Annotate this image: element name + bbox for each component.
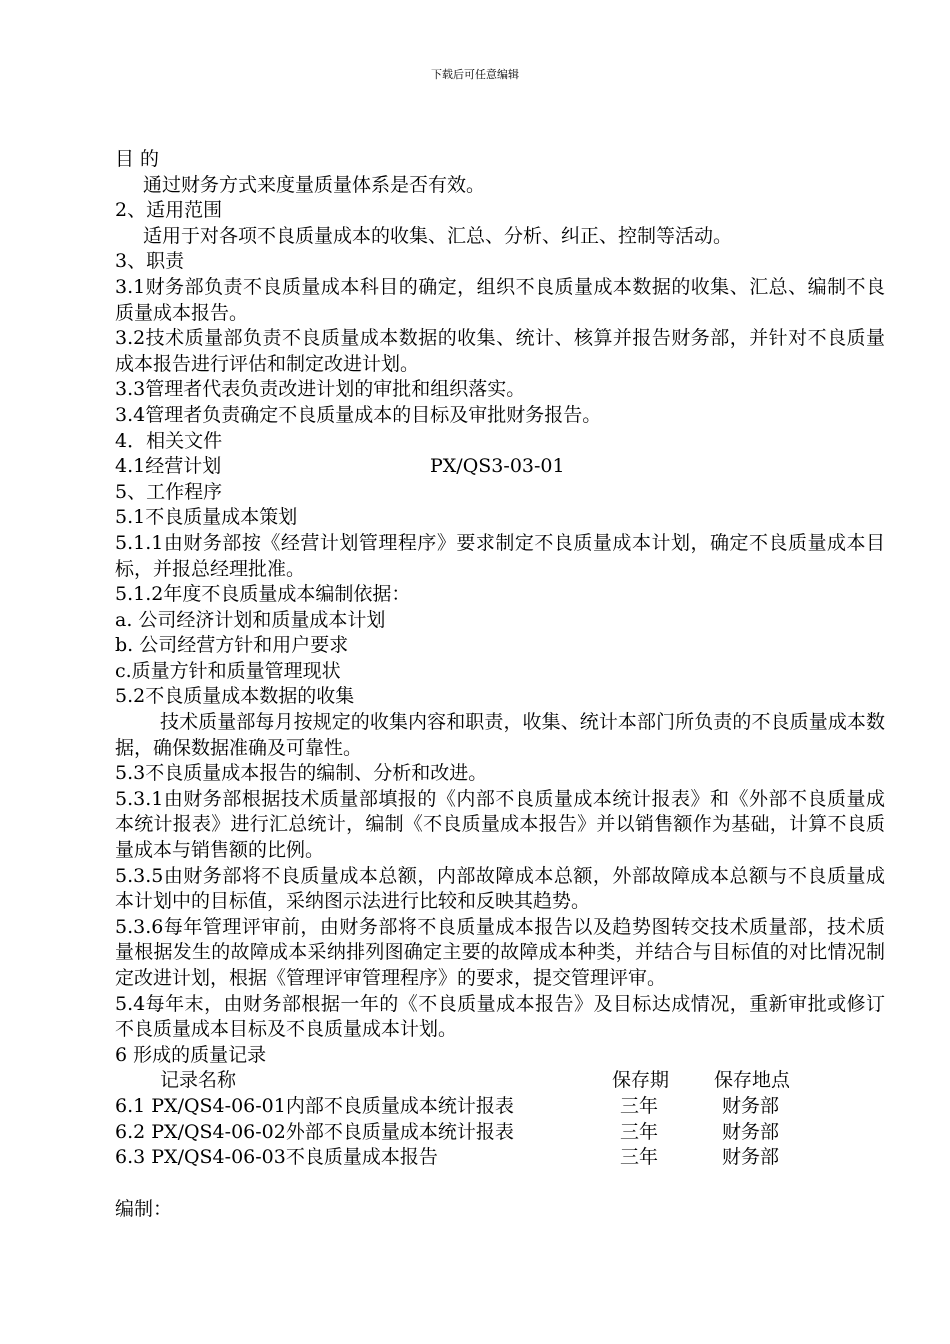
duty-3-4: 3.4管理者负责确定不良质量成本的目标及审批财务报告。 xyxy=(115,403,602,426)
records-header-row xyxy=(115,1068,885,1094)
record-location: 财务部 xyxy=(722,1120,780,1143)
section-duties-heading: 3、职责 xyxy=(115,250,185,273)
duty-3-1: 3.1财务部负责不良质量成本科目的确定，组织不良质量成本数据的收集、汇总、编制不良质量成本报告。 xyxy=(115,275,885,324)
procedure-5-3-6: 5.3.6每年管理评审前，由财务部将不良质量成本报告以及趋势图转交技术质量部，技术质量根据发生的故障成本采纳排列图确定主要的故障成本种类，并结合与目标值的对比情况制定改进计划，根据《管理评审管理程序》的要求，提交管理评审。 xyxy=(115,915,885,989)
document-body xyxy=(115,147,885,1222)
procedure-5-2-heading: 5.2不良质量成本数据的收集 xyxy=(115,685,355,708)
related-doc-4-1 xyxy=(115,454,885,480)
record-period: 三年 xyxy=(620,1094,659,1117)
records-row xyxy=(115,1120,885,1146)
procedure-5-1-1: 5.1.1由财务部按《经营计划管理程序》要求制定不良质量成本计划，确定不良质量成本目标，并报总经理批准。 xyxy=(115,531,885,580)
purpose-text: 通过财务方式来度量质量体系是否有效。 xyxy=(143,173,486,196)
section-scope-heading: 2、适用范围 xyxy=(115,199,223,222)
record-period: 三年 xyxy=(620,1120,659,1143)
record-period: 三年 xyxy=(620,1146,659,1169)
records-col-location: 保存地点 xyxy=(714,1069,791,1092)
section-related-docs-heading: 4．相关文件 xyxy=(115,429,223,452)
record-name: 6.3 PX/QS4-06-03不良质量成本报告 xyxy=(115,1146,438,1169)
procedure-5-1-heading: 5.1不良质量成本策划 xyxy=(115,506,298,529)
related-doc-name: 4.1经营计划 xyxy=(115,455,222,478)
duty-3-2: 3.2技术质量部负责不良质量成本数据的收集、统计、核算并报告财务部，并针对不良质量成本报告进行评估和制定改进计划。 xyxy=(115,327,885,375)
basis-item-a: a. 公司经济计划和质量成本计划 xyxy=(115,608,386,631)
related-doc-code: PX/QS3-03-01 xyxy=(430,455,565,478)
records-col-name: 记录名称 xyxy=(160,1069,237,1092)
scope-text: 适用于对各项不良质量成本的收集、汇总、分析、纠正、控制等活动。 xyxy=(143,224,733,247)
basis-item-c: c.质量方针和质量管理现状 xyxy=(115,659,341,682)
record-location: 财务部 xyxy=(722,1094,780,1117)
spacer xyxy=(115,1171,885,1197)
basis-item-b: b. 公司经营方针和用户要求 xyxy=(115,634,349,657)
procedure-5-3-heading: 5.3不良质量成本报告的编制、分析和改进。 xyxy=(115,762,488,785)
records-col-period: 保存期 xyxy=(612,1069,670,1092)
record-location: 财务部 xyxy=(722,1146,780,1169)
section-procedure-heading: 5、工作程序 xyxy=(115,480,223,503)
record-name: 6.1 PX/QS4-06-01内部不良质量成本统计报表 xyxy=(115,1094,514,1117)
records-row xyxy=(115,1145,885,1171)
records-row xyxy=(115,1094,885,1120)
section-records-heading: 6 形成的质量记录 xyxy=(115,1043,267,1066)
procedure-5-1-2: 5.1.2年度不良质量成本编制依据： xyxy=(115,583,411,606)
procedure-5-4: 5.4每年末，由财务部根据一年的《不良质量成本报告》及目标达成情况，重新审批或修订不良质量成本目标及不良质量成本计划。 xyxy=(115,992,885,1041)
duty-3-3: 3.3管理者代表负责改进计划的审批和组织落实。 xyxy=(115,378,526,401)
section-purpose-heading: 目 的 xyxy=(115,148,160,170)
procedure-5-3-5: 5.3.5由财务部将不良质量成本总额，内部故障成本总额，外部故障成本总额与不良质量成本计划中的目标值，采纳图示法进行比较和反映其趋势。 xyxy=(115,864,885,913)
prepared-by-label: 编制： xyxy=(115,1197,173,1220)
procedure-5-3-1: 5.3.1由财务部根据技术质量部填报的《内部不良质量成本统计报表》和《外部不良质量成本统计报表》进行汇总统计，编制《不良质量成本报告》并以销售额作为基础，计算不良质量成本与销售额的比例。 xyxy=(115,787,885,862)
procedure-5-2-text: 技术质量部每月按规定的收集内容和职责，收集、统计本部门所负责的不良质量成本数据，确保数据准确及可靠性。 xyxy=(115,711,885,759)
page-header: 下载后可任意编辑 xyxy=(431,68,519,81)
record-name: 6.2 PX/QS4-06-02外部不良质量成本统计报表 xyxy=(115,1120,514,1143)
